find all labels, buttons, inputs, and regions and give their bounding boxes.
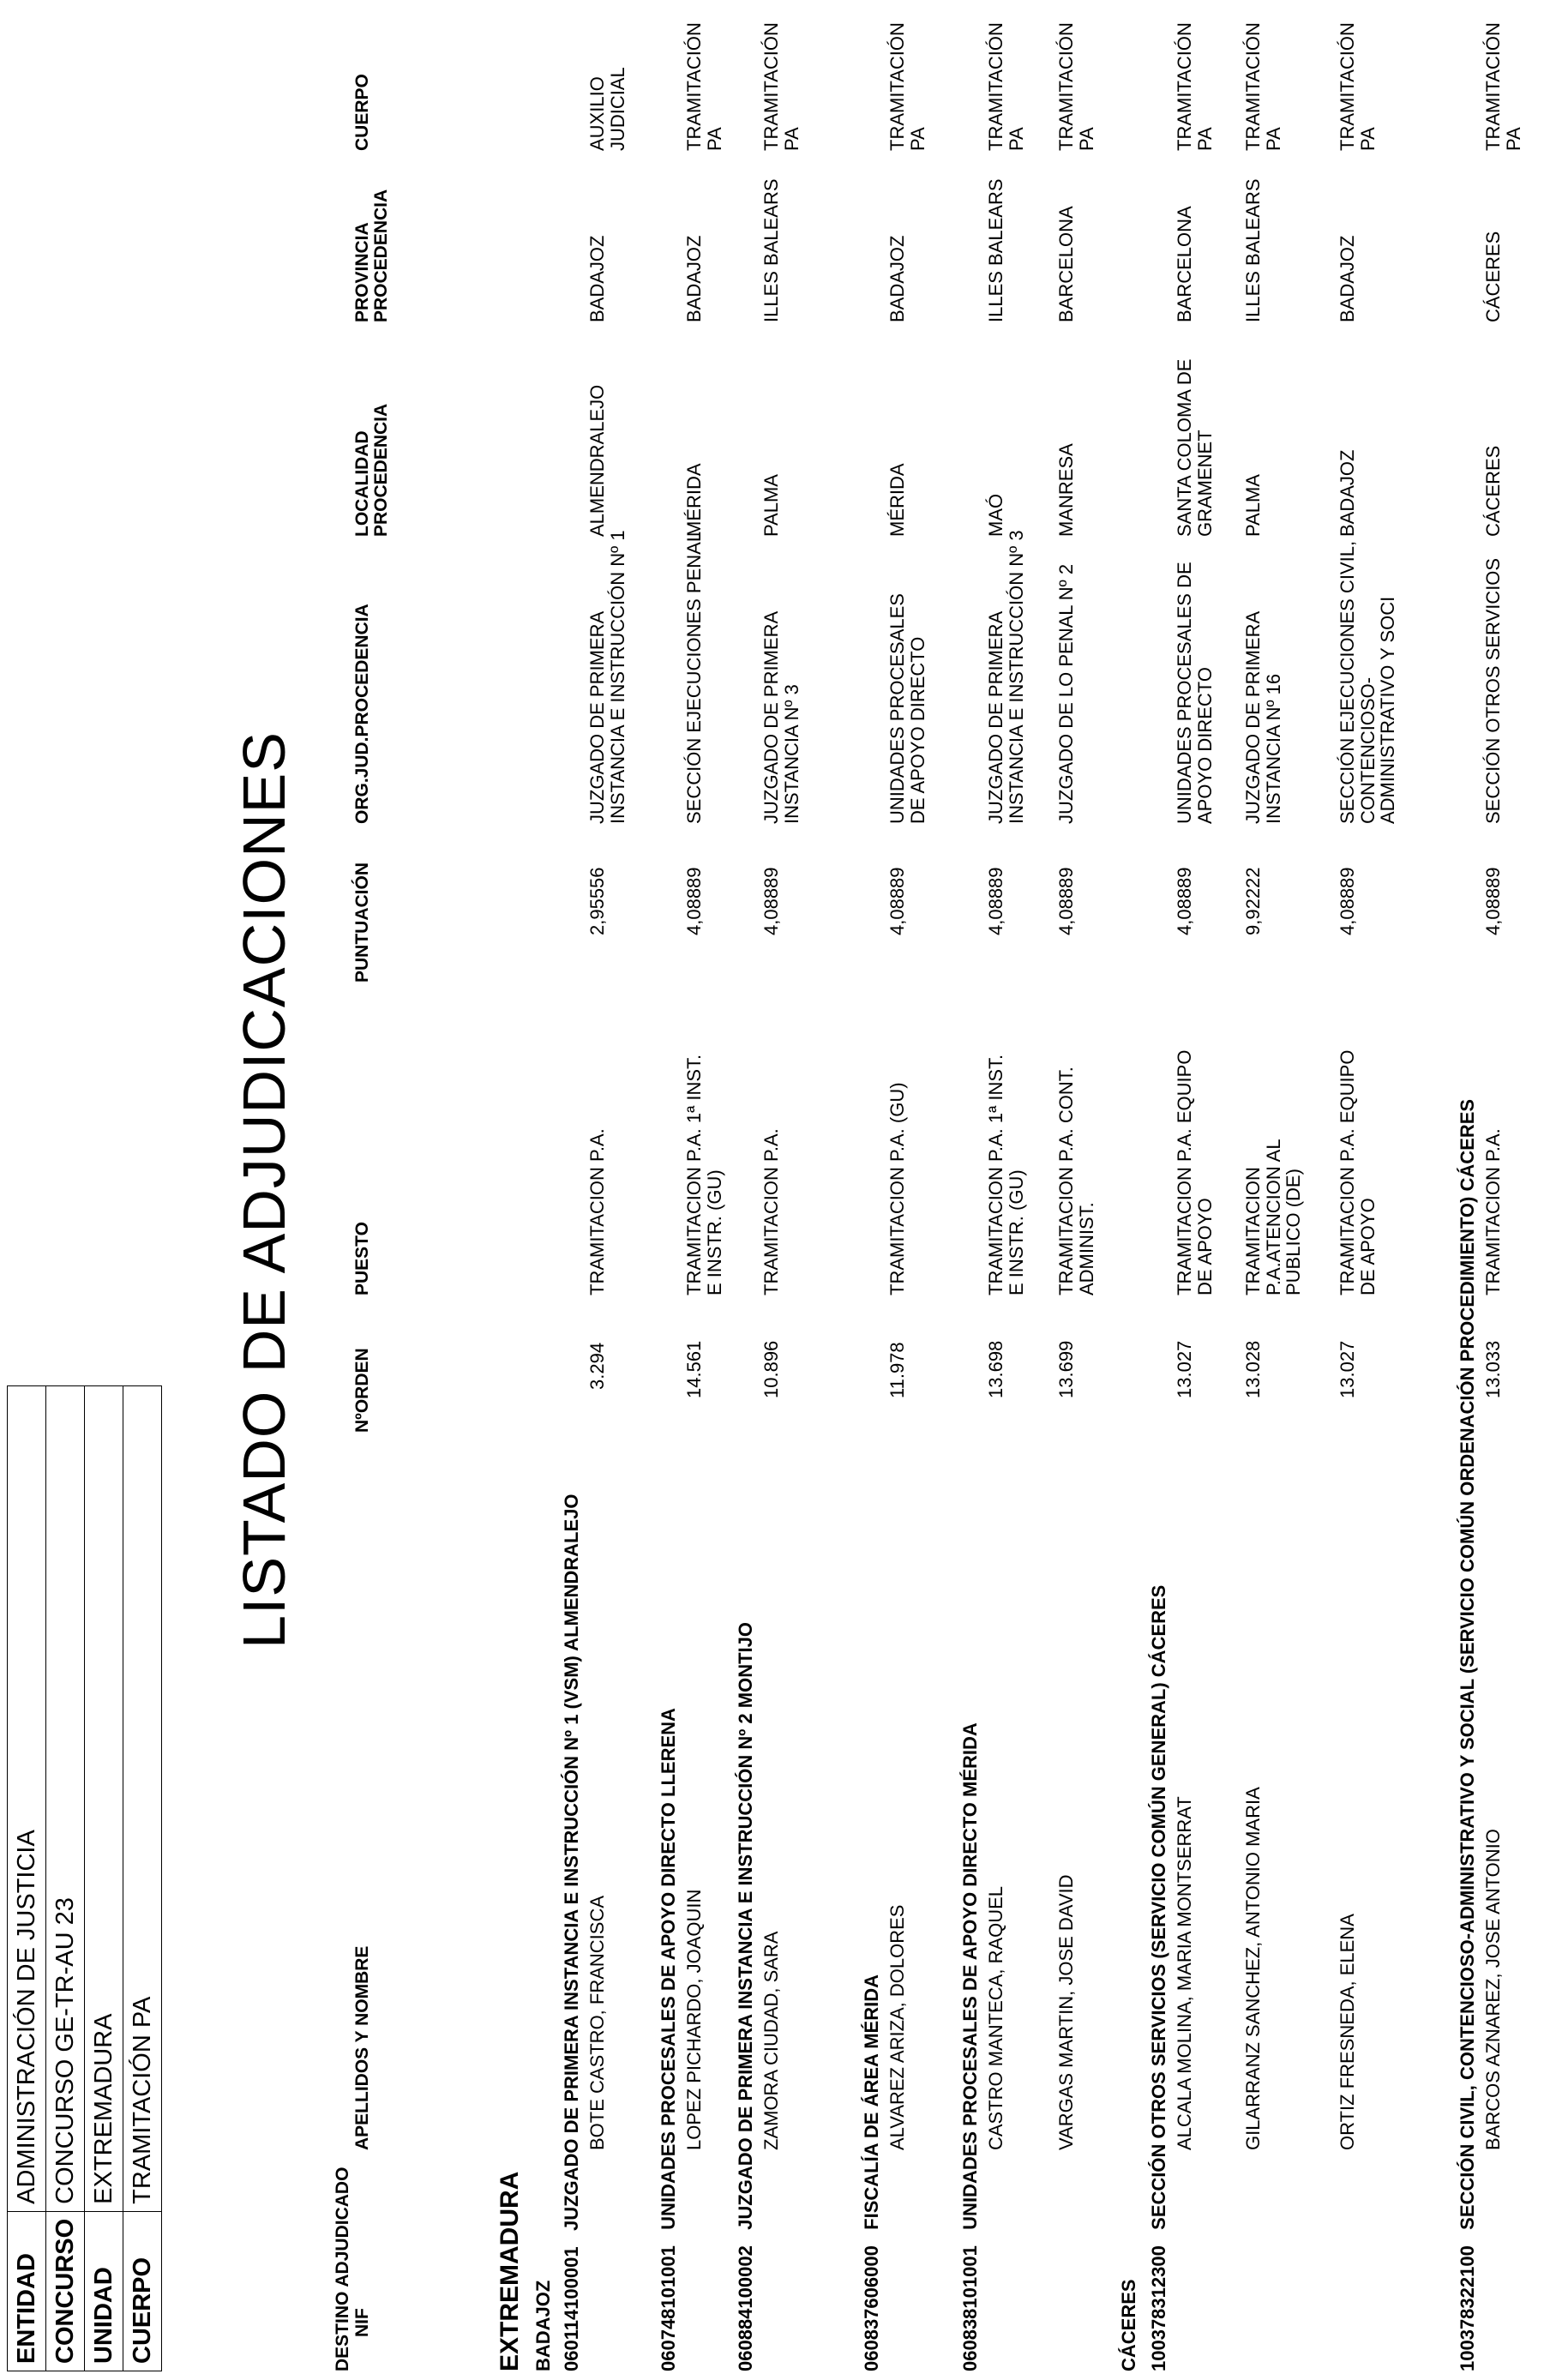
cell-orden: 10.896 [760, 1340, 782, 1398]
cell-orden: 13.028 [1242, 1340, 1264, 1398]
cell-puntuacion: 9,92222 [1242, 867, 1264, 935]
entidad-label: ENTIDAD [8, 2211, 46, 2371]
header-row-unidad [85, 1386, 123, 2371]
group-name: JUZGADO DE PRIMERA INSTANCIA E INSTRUCCIÓN Nº 1 (VSM) ALMENDRALEJO [561, 1494, 582, 2232]
cell-puntuacion: 4,08889 [760, 867, 782, 935]
cell-localidad: MÉRIDA [683, 463, 705, 537]
cell-nombre: GILARRANZ SANCHEZ, ANTONIO MARIA [1242, 1787, 1264, 2150]
cell-nombre: BOTE CASTRO, FRANCISCA [586, 1895, 608, 2150]
header-row-entidad [8, 1386, 46, 2371]
group-name: SECCIÓN CIVIL, CONTENCIOSO-ADMINISTRATIVO Y SOCIAL (SERVICIO COMÚN ORDENACIÓN PROCEDIMIENTO) CÁCERES [1457, 1098, 1478, 2230]
cell-orden: 11.978 [886, 1342, 908, 1398]
unidad-value: EXTREMADURA [85, 1386, 123, 2212]
cell-nombre: VARGAS MARTIN, JOSE DAVID [1055, 1874, 1077, 2150]
region-heading: EXTREMADURA [496, 2171, 524, 2371]
col-header-nif: NIF [352, 2308, 372, 2337]
cell-org: JUZGADO DE PRIMERA INSTANCIA Nº 16 [1242, 612, 1284, 824]
province-heading-badajoz: BADAJOZ [532, 2280, 554, 2371]
concurso-value: CONCURSO GE-TR-AU 23 [46, 1386, 85, 2212]
cell-cuerpo: TRAMITACIÓN PA [760, 22, 802, 151]
cell-localidad: CÁCERES [1482, 445, 1504, 537]
cell-puesto: TRAMITACION P.A. EQUIPO DE APOYO [1337, 1049, 1379, 1295]
cell-nombre: ALVAREZ ARIZA, DOLORES [886, 1904, 908, 2150]
group-heading [862, 1974, 882, 2371]
cell-puntuacion: 4,08889 [1482, 867, 1504, 935]
cell-orden: 13.699 [1055, 1340, 1077, 1398]
cell-localidad: SANTA COLOMA DE GRAMENET [1174, 358, 1216, 537]
cell-cuerpo: TRAMITACIÓN PA [1174, 22, 1216, 151]
group-name: JUZGADO DE PRIMERA INSTANCIA E INSTRUCCIÓN Nº 2 MONTIJO [735, 1622, 756, 2230]
cell-localidad: MAÓ [985, 493, 1006, 537]
header-row-concurso [46, 1386, 85, 2371]
cell-org: SECCIÓN EJECUCIONES PENAL [683, 531, 705, 824]
cuerpo-label: CUERPO [123, 2211, 162, 2371]
cell-nombre: BARCOS AZNAREZ, JOSE ANTONIO [1482, 1829, 1504, 2150]
concurso-label: CONCURSO [46, 2211, 85, 2371]
cell-nombre: CASTRO MANTECA, RAQUEL [985, 1885, 1006, 2150]
cell-provincia: ILLES BALEARS [1242, 178, 1264, 322]
cell-org: JUZGADO DE PRIMERA INSTANCIA E INSTRUCCIÓN Nº 1 [586, 530, 628, 824]
cell-org: UNIDADES PROCESALES DE APOYO DIRECTO [886, 593, 928, 824]
group-name: SECCIÓN OTROS SERVICIOS (SERVICIO COMÚN GENERAL) CÁCERES [1148, 1584, 1169, 2230]
cell-provincia: BADAJOZ [586, 235, 608, 322]
cell-cuerpo: TRAMITACIÓN PA [1337, 22, 1379, 151]
cell-puntuacion: 4,08889 [683, 867, 705, 935]
group-code: 100378312300 [1148, 2245, 1169, 2371]
cell-provincia: ILLES BALEARS [760, 178, 782, 322]
cell-orden: 13.027 [1174, 1340, 1195, 1398]
cell-orden: 13.027 [1337, 1340, 1358, 1398]
cell-org: JUZGADO DE LO PENAL Nº 2 [1055, 563, 1077, 824]
cell-puesto: TRAMITACION P.A. EQUIPO DE APOYO [1174, 1049, 1216, 1295]
col-header-provincia: PROVINCIA PROCEDENCIA [352, 189, 392, 322]
cell-cuerpo: TRAMITACIÓN PA [1242, 22, 1284, 151]
cell-cuerpo: TRAMITACIÓN PA [1482, 22, 1524, 151]
cuerpo-value: TRAMITACIÓN PA [123, 1386, 162, 2212]
cell-provincia: BADAJOZ [683, 235, 705, 322]
group-name: UNIDADES PROCESALES DE APOYO DIRECTO LLERENA [658, 1708, 679, 2230]
cell-puesto: TRAMITACION P.A. [760, 1128, 782, 1295]
cell-puesto: TRAMITACION P.A. 1ª INST. E INSTR. (GU) [683, 1054, 725, 1295]
cell-puesto: TRAMITACION P.A.ATENCION AL PUBLICO (DE) [1242, 1139, 1305, 1295]
cell-nombre: ZAMORA CIUDAD, SARA [760, 1931, 782, 2150]
group-name: UNIDADES PROCESALES DE APOYO DIRECTO MÉRIDA [959, 1722, 981, 2230]
cell-puesto: TRAMITACION P.A. CONT. ADMINIST. [1055, 1067, 1097, 1295]
group-code: 060838101001 [959, 2245, 981, 2371]
entidad-value: ADMINISTRACIÓN DE JUSTICIA [8, 1386, 46, 2212]
cell-cuerpo: TRAMITACIÓN PA [683, 22, 725, 151]
cell-orden: 3.294 [586, 1342, 608, 1390]
cell-provincia: ILLES BALEARS [985, 178, 1006, 322]
col-header-puntuacion: PUNTUACIÓN [352, 862, 372, 983]
cell-localidad: PALMA [1242, 474, 1264, 537]
group-code: 100378322100 [1457, 2245, 1478, 2371]
destino-label: DESTINO ADJUDICADO [333, 2167, 352, 2371]
cell-nombre: ALCALA MOLINA, MARIA MONTSERRAT [1174, 1796, 1195, 2150]
col-header-orden: NºORDEN [352, 1348, 372, 1433]
cell-org: UNIDADES PROCESALES DE APOYO DIRECTO [1174, 562, 1216, 824]
cell-org: JUZGADO DE PRIMERA INSTANCIA E INSTRUCCIÓN Nº 3 [985, 530, 1027, 824]
cell-provincia: BADAJOZ [1337, 235, 1358, 322]
group-heading [1149, 1585, 1169, 2371]
group-code: 060884100002 [735, 2245, 756, 2371]
cell-puntuacion: 2,95556 [586, 867, 608, 935]
col-header-puesto: PUESTO [352, 1222, 372, 1295]
cell-localidad: MANRESA [1055, 443, 1077, 537]
cell-orden: 14.561 [683, 1340, 705, 1398]
cell-puntuacion: 4,08889 [1337, 867, 1358, 935]
header-info-table [7, 1385, 162, 2371]
cell-puesto: TRAMITACION P.A. [586, 1128, 608, 1295]
group-heading [658, 1708, 679, 2371]
cell-puesto: TRAMITACION P.A. [1482, 1128, 1504, 1295]
cell-org: SECCIÓN EJECUCIONES CIVIL, CONTENCIOSO-ADMINISTRATIVO Y SOCI [1337, 540, 1399, 824]
cell-provincia: BARCELONA [1055, 206, 1077, 322]
cell-localidad: BADAJOZ [1337, 449, 1358, 537]
cell-org: JUZGADO DE PRIMERA INSTANCIA Nº 3 [760, 612, 802, 824]
group-heading [1457, 1099, 1478, 2371]
cell-puesto: TRAMITACION P.A. 1ª INST. E INSTR. (GU) [985, 1054, 1027, 1295]
cell-provincia: BADAJOZ [886, 235, 908, 322]
cell-nombre: ORTIZ FRESNEDA, ELENA [1337, 1914, 1358, 2150]
col-header-nombre: APELLIDOS Y NOMBRE [352, 1945, 372, 2150]
cell-puntuacion: 4,08889 [886, 867, 908, 935]
cell-orden: 13.698 [985, 1340, 1006, 1398]
unidad-label: UNIDAD [85, 2211, 123, 2371]
col-header-cuerpo: CUERPO [352, 74, 372, 151]
cell-provincia: BARCELONA [1174, 206, 1195, 322]
province-heading-caceres: CÁCERES [1118, 2279, 1139, 2371]
page-title: LISTADO DE ADJUDICACIONES [231, 731, 297, 1650]
group-code: 060837606000 [861, 2245, 882, 2371]
cell-puntuacion: 4,08889 [985, 867, 1006, 935]
cell-puesto: TRAMITACION P.A. (GU) [886, 1082, 908, 1295]
cell-cuerpo: AUXILIO JUDICIAL [586, 67, 628, 151]
group-heading [736, 1622, 756, 2371]
group-code: 060114100001 [561, 2246, 582, 2371]
cell-localidad: MÉRIDA [886, 463, 908, 537]
group-heading [960, 1722, 981, 2371]
group-name: FISCALÍA DE ÁREA MÉRIDA [861, 1974, 882, 2230]
cell-org: SECCIÓN OTROS SERVICIOS [1482, 557, 1504, 824]
col-header-localidad: LOCALIDAD PROCEDENCIA [352, 403, 392, 537]
cell-provincia: CÁCERES [1482, 231, 1504, 322]
col-header-org: ORG.JUD.PROCEDENCIA [352, 604, 372, 824]
header-row-cuerpo [123, 1386, 162, 2371]
cell-cuerpo: TRAMITACIÓN PA [1055, 22, 1097, 151]
cell-localidad: PALMA [760, 474, 782, 537]
group-heading [562, 1494, 582, 2371]
group-code: 060748101001 [658, 2245, 679, 2371]
cell-cuerpo: TRAMITACIÓN PA [886, 22, 928, 151]
cell-nombre: LOPEZ PICHARDO, JOAQUIN [683, 1889, 705, 2150]
cell-puntuacion: 4,08889 [1174, 867, 1195, 935]
cell-puntuacion: 4,08889 [1055, 867, 1077, 935]
cell-localidad: ALMENDRALEJO [586, 384, 608, 537]
cell-orden: 13.033 [1482, 1340, 1504, 1398]
cell-cuerpo: TRAMITACIÓN PA [985, 22, 1027, 151]
